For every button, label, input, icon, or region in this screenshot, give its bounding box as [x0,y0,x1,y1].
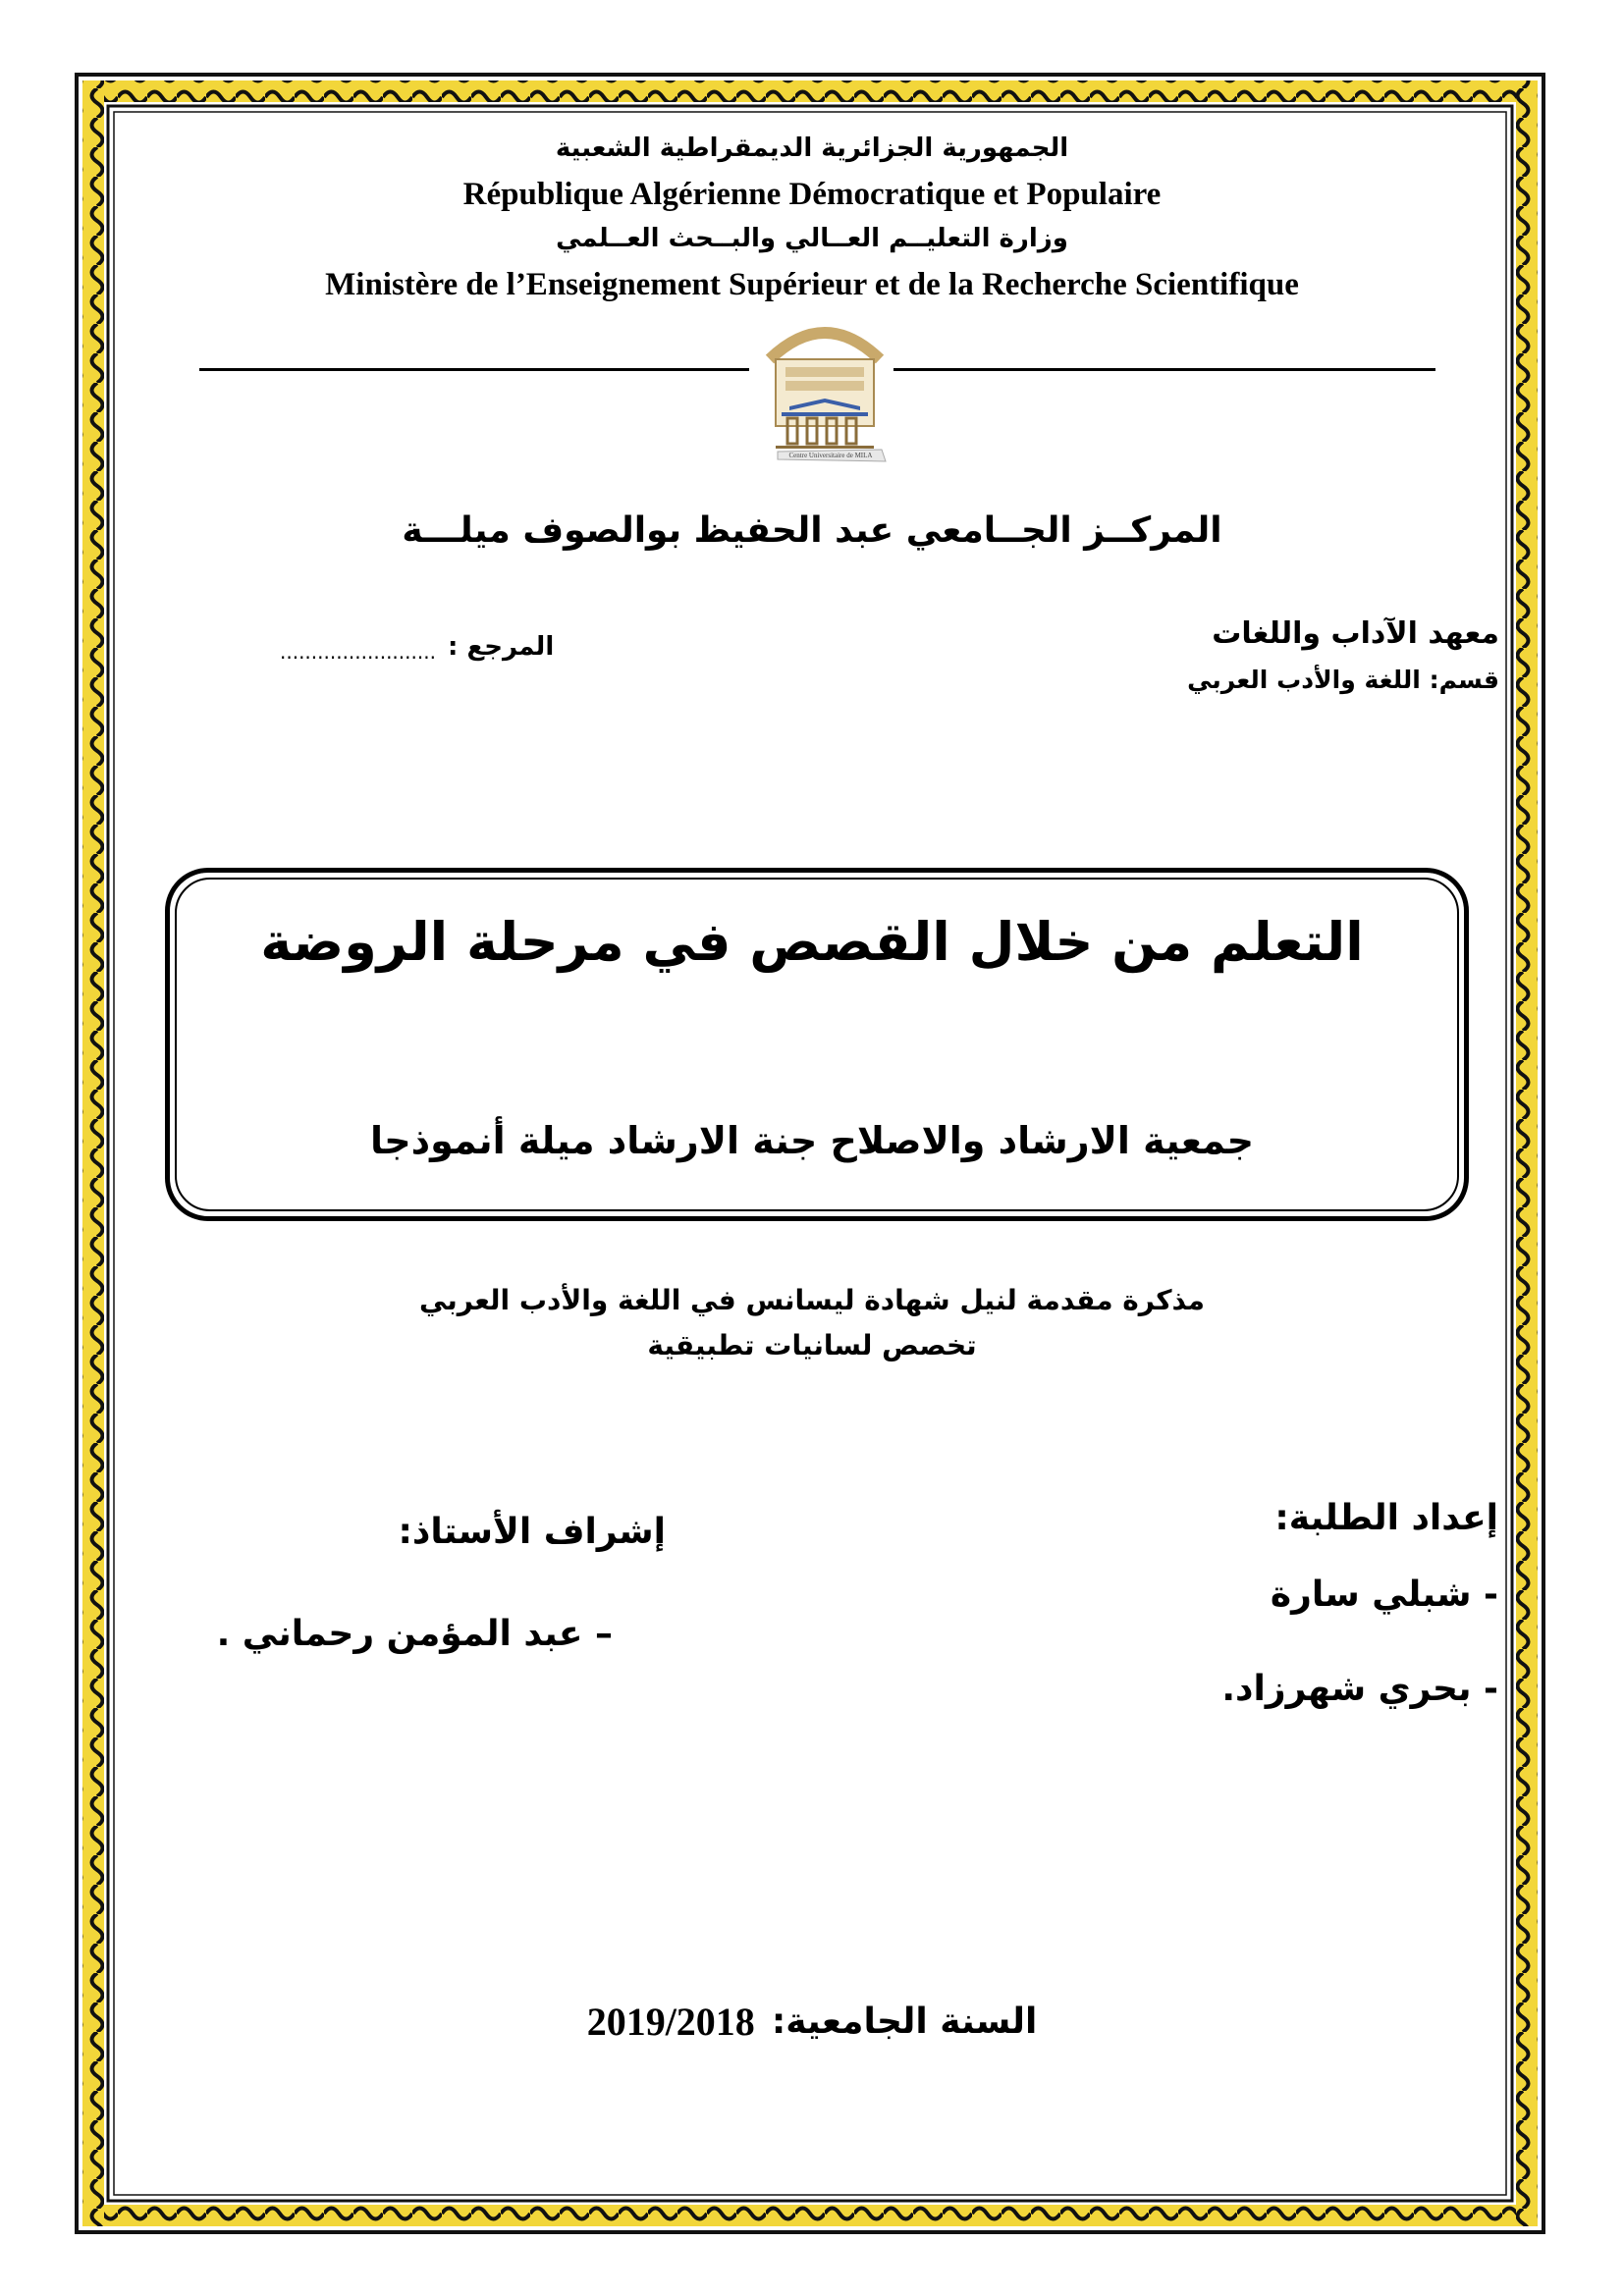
reference-dots: ......................... [280,640,436,664]
thesis-degree: مذكرة مقدمة لنيل شهادة ليسانس في اللغة والأدب العربي [418,1284,1206,1316]
logo-caption: Centre Universitaire de MILA [788,452,873,459]
students-label: إعداد الطلبة: [1274,1498,1498,1538]
supervisor-label: إشراف الأستاذ: [398,1512,666,1552]
student-name: - بحري شهرزاد. [1221,1669,1498,1709]
header-ar-republic: الجمهورية الجزائرية الديمقراطية الشعبية [555,133,1069,163]
reference-label: المرجع : [448,632,555,662]
header-ar-ministry: وزارة التعليــم العــالي والبــحث العــلمي [556,224,1068,253]
department-name: قسم: اللغة والأدب العربي [1187,666,1499,694]
thesis-specialty: تخصص لسانيات تطبيقية [647,1329,977,1362]
supervisor-name: – عبد المؤمن رحماني . [216,1614,613,1654]
center-name: المركــز الجــامعي عبد الحفيظ بوالصوف ميلـــة [402,510,1222,551]
student-name: - شبلي سارة [1270,1575,1498,1615]
header-rule-left [199,368,749,371]
thesis-subtitle: جمعية الارشاد والاصلاح جنة الارشاد ميلة أنموذجا [369,1119,1255,1162]
academic-year-label: السنة الجامعية: [771,2002,1038,2042]
academic-year-value: 2019/2018 [586,2000,755,2044]
institute-name: معهد الآداب واللغات [1212,616,1499,651]
university-building-icon [756,312,893,469]
header-rule-right [893,368,1435,371]
header-fr-ministry: Ministère de l’Enseignement Supérieur et de la Recherche Scientifique [325,267,1299,302]
academic-year [0,1999,1624,2045]
thesis-title: التعلم من خلال القصص في مرحلة الروضة [260,911,1364,973]
header-fr-republic: République Algérienne Démocratique et Populaire [462,177,1162,212]
university-logo [756,312,893,469]
